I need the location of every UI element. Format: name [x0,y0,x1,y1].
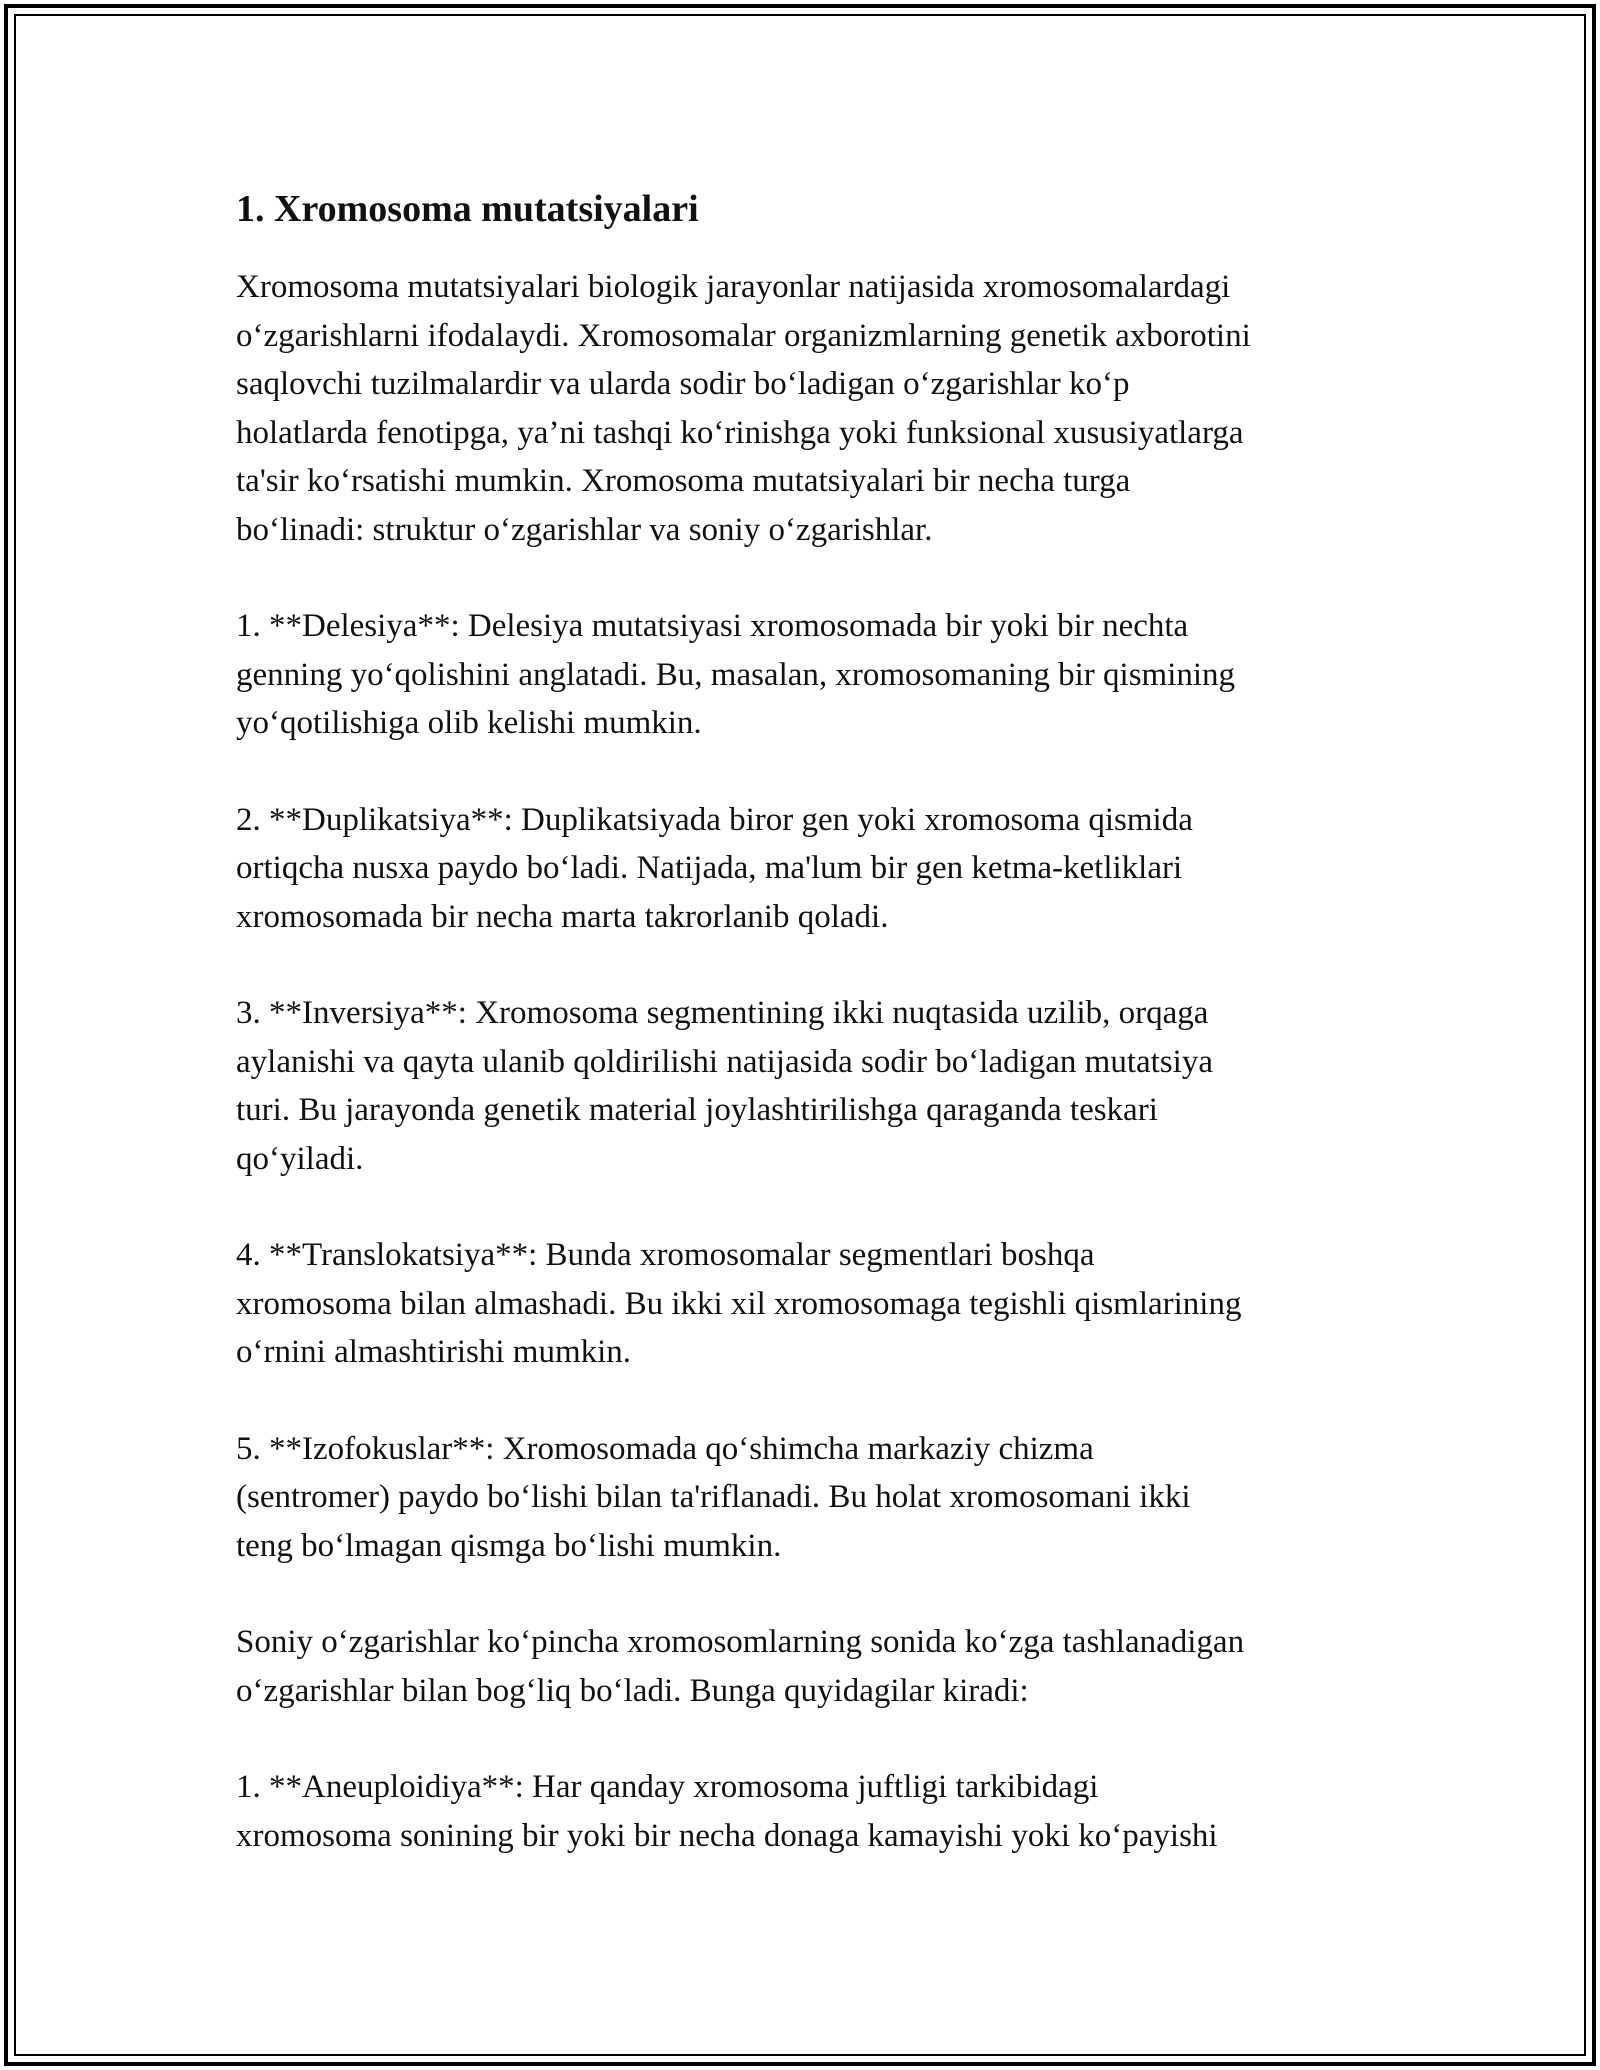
section-heading: 1. Xromosoma mutatsiyalari [236,188,699,230]
paragraph-inversiya: 3. **Inversiya**: Xromosoma segmentining ikki nuqtasida uzilib, orqaga aylanishi va qayta ulanib qoldirilishi natijasida sodir bo‘ladigan mutatsiya turi. Bu jarayonda genetik material joylashtirilishga qaraganda teskari qo‘yiladi. [236,995,1213,1177]
paragraph-duplikatsiya: 2. **Duplikatsiya**: Duplikatsiyada biror gen yoki xromosoma qismida ortiqcha nusxa paydo bo‘ladi. Natijada, ma'lum bir gen ketma-ketliklari xromosomada bir necha marta takrorlanib qoladi. [236,801,1193,935]
intro-paragraph: Xromosoma mutatsiyalari biologik jarayonlar natijasida xromosomalardagi o‘zgarishlarni ifodalaydi. Xromosomalar organizmlarning genetik axborotini saqlovchi tuzilmalardir va ularda sodir bo‘ladigan o‘zgarishlar ko‘p holatlarda fenotipga, ya’ni tashqi ko‘rinishga yoki funksional xususiyatlarga ta'sir ko‘rsatishi mumkin. Xromosoma mutatsiyalari bir necha turga bo‘linadi: struktur o‘zgarishlar va soniy o‘zgarishlar. [236,269,1251,548]
document-body [236,186,1366,1860]
paragraph-aneuploidiya: 1. **Aneuploidiya**: Har qanday xromosoma juftligi tarkibidagi xromosoma sonining bir yoki bir necha donaga kamayishi yoki ko‘payishi [236,1769,1218,1854]
paragraph-translokatsiya: 4. **Translokatsiya**: Bunda xromosomalar segmentlari boshqa xromosoma bilan almashadi. Bu ikki xil xromosomaga tegishli qismlarining o‘rnini almashtirishi mumkin. [236,1237,1242,1370]
paragraph-delesiya: 1. **Delesiya**: Delesiya mutatsiyasi xromosomada bir yoki bir nechta genning yo‘qolishini anglatadi. Bu, masalan, xromosomaning bir qismining yo‘qotilishiga olib kelishi mumkin. [236,608,1236,741]
paragraph-soniy-ozgarishlar: Soniy o‘zgarishlar ko‘pincha xromosomlarning sonida ko‘zga tashlanadigan o‘zgarishlar bilan bog‘liq bo‘ladi. Bunga quyidagilar kiradi: [236,1624,1245,1709]
paragraph-izofokuslar: 5. **Izofokuslar**: Xromosomada qo‘shimcha markaziy chizma (sentromer) paydo bo‘lishi bilan ta'riflanadi. Bu holat xromosomani ikki teng bo‘lmagan qismga bo‘lishi mumkin. [236,1430,1191,1564]
